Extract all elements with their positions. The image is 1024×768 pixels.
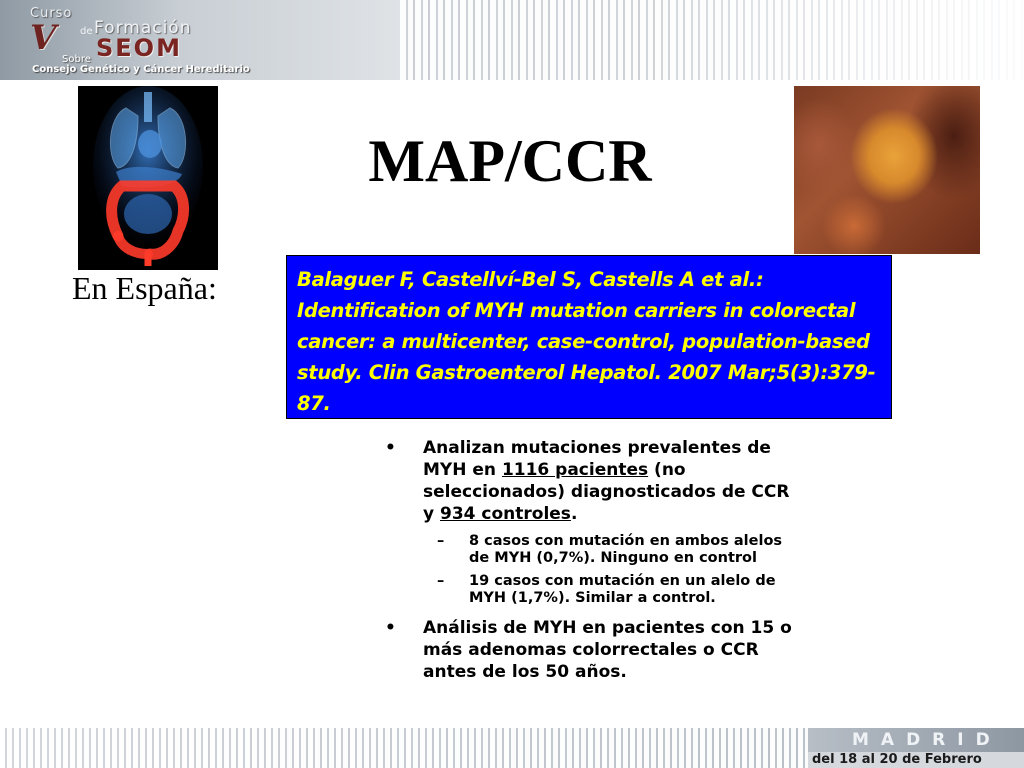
footer-dates: del 18 al 20 de Febrero [808, 752, 1024, 768]
logo-subtitle-text: Consejo Genético y Cáncer Hereditario [32, 64, 250, 75]
bullet-underlined-text: 1116 pacientes [501, 460, 649, 480]
sub-bullet-item [385, 533, 805, 567]
sub-bullet-item [385, 573, 805, 607]
sub-bullet-text: 19 casos con mutación en un alelo de MYH (1,7%). Similar a control. [469, 573, 776, 606]
slide-subtitle: En España: [72, 270, 217, 306]
bullet-text: . [570, 504, 578, 524]
header-logo-banner [0, 0, 400, 80]
bullet-text: Análisis de MYH en pacientes con 15 o más adenomas colorrectales o CCR antes de los 50 años. [423, 618, 792, 682]
endoscopy-tumor-image [794, 86, 980, 254]
bullet-text: (no seleccionados) diagnosticados de CCR y [423, 460, 790, 524]
citation-text: Balaguer F, Castellví-Bel S, Castells A et al.: Identification of MYH mutation carriers in colorectal cancer: a multicenter, case-control, population-based study. Clin Gastroenterol Hepatol. 2007 Mar;5(3):379-87. [297, 268, 876, 415]
sub-bullet-text: 8 casos con mutación en ambos alelos de MYH (0,7%). Ninguno en control [469, 533, 783, 566]
sub-bullet-mark: – [437, 533, 445, 549]
bullet-list [385, 437, 805, 685]
logo-curso-text: Curso [30, 6, 73, 21]
logo-seom-text: SEOM [96, 34, 182, 62]
bullet-item [385, 617, 805, 683]
colon-anatomy-illustration [78, 86, 218, 270]
sub-bullet-mark: – [437, 573, 445, 589]
bullet-text: Analizan mutaciones prevalentes de MYH en [423, 438, 771, 480]
slide-title: MAP/CCR [368, 128, 652, 194]
citation-box [286, 255, 892, 419]
logo-sobre-text: Sobre [62, 54, 91, 65]
logo-formacion-text: Formación [94, 18, 192, 38]
footer-stripes-decoration [0, 728, 808, 768]
bullet-item [385, 437, 805, 525]
footer-city: MADRID [808, 728, 1024, 752]
bullet-underlined-text: 934 controles [440, 504, 571, 524]
bullet-mark: • [385, 438, 396, 458]
colon-anatomy-image [78, 86, 218, 270]
logo-v-mark: V [30, 18, 57, 58]
header-stripes-decoration [400, 0, 1024, 80]
bullet-mark: • [385, 618, 396, 638]
logo-de-text: de [80, 26, 93, 37]
